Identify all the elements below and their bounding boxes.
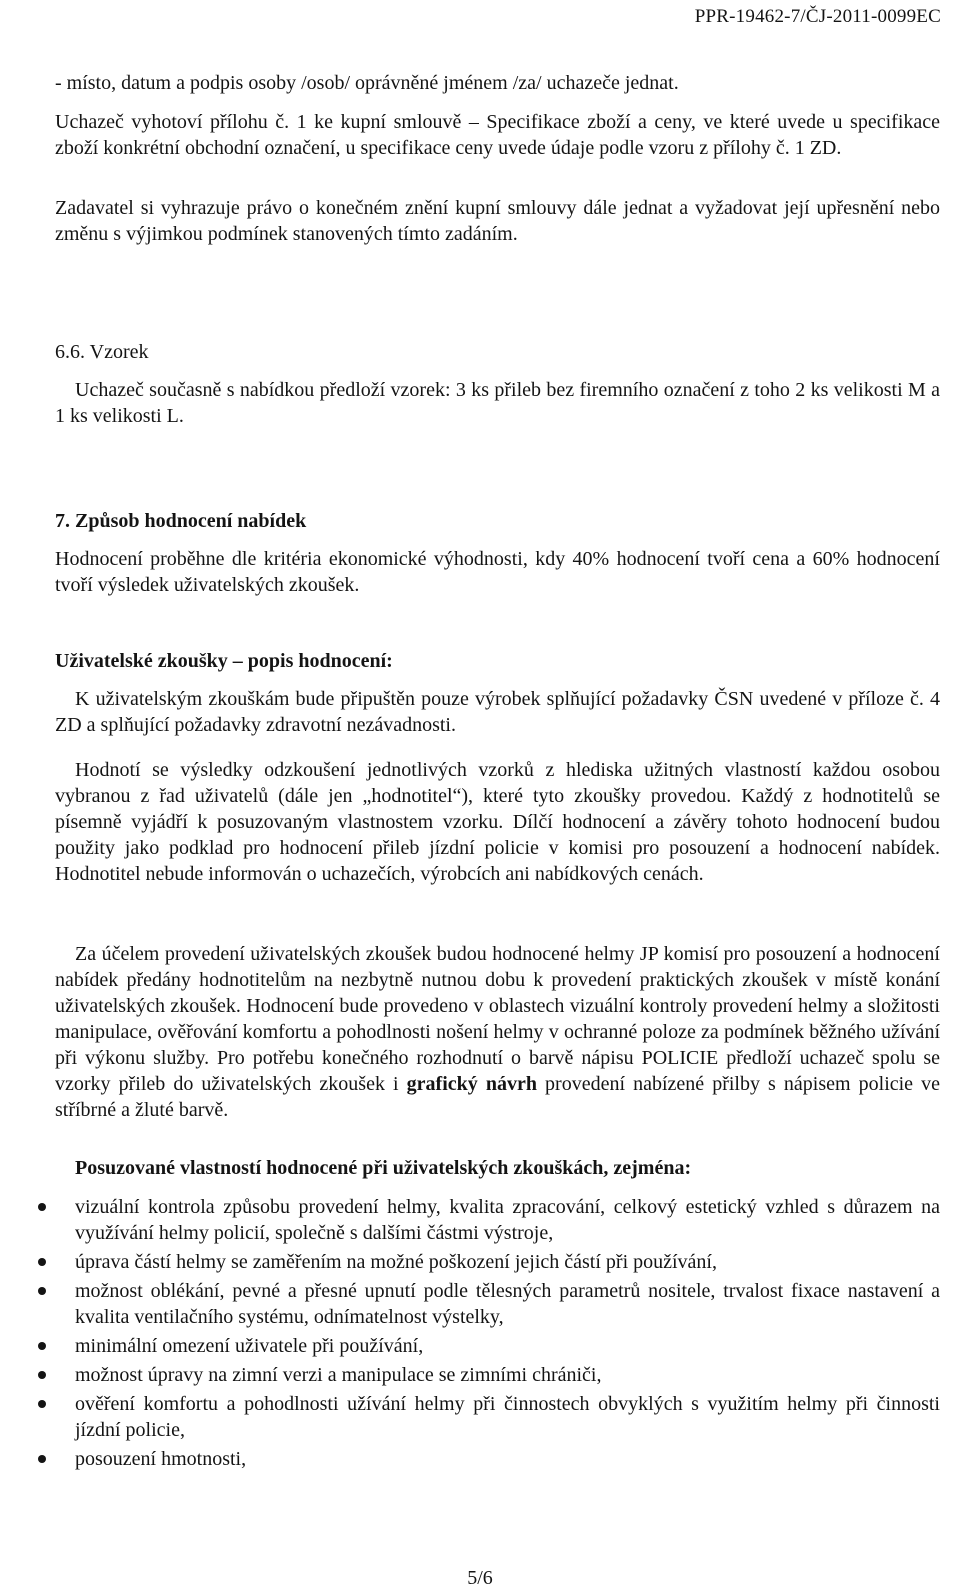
bullet-icon [38, 1371, 46, 1379]
page-number: 5/6 [467, 1567, 493, 1589]
contract-paragraph: Zadavatel si vyhrazuje právo o konečném znění kupní smlouvy dále jednat a vyžadovat její upřesnění nebo změnu s výjimkou podmínek stanovených tímto zadáním. [55, 197, 940, 245]
user-tests-p3-text-b: provedení nabízené přilby s nápisem policie ve stříbrné a žluté barvě. [55, 1073, 941, 1121]
criteria-item [32, 1194, 940, 1246]
document-id: PPR-19462-7/ČJ-2011-0099EC [694, 6, 941, 27]
bullet-icon [38, 1400, 46, 1408]
user-tests-p1: K uživatelským zkouškám bude připuštěn pouze výrobek splňující požadavky ČSN uvedené v příloze č. 4 ZD a splňující požadavky zdravotní nezávadnosti. [55, 688, 940, 736]
user-tests-p3 [55, 941, 940, 1123]
section-6-6-heading: 6.6. Vzorek [55, 341, 149, 363]
section-7-heading: 7. Způsob hodnocení nabídek [55, 510, 307, 532]
criteria-item-text: možnost oblékání, pevné a přesné upnutí podle tělesných parametrů nositele, trvalost fixace nastavení a kvalita ventilačního systému, odnímatelnost výstelky, [75, 1280, 940, 1328]
criteria-item-text: úprava částí helmy se zaměřením na možné poškození jejich částí při používání, [75, 1251, 717, 1273]
bullet-icon [38, 1258, 46, 1266]
criteria-item [32, 1333, 940, 1359]
bullet-icon [38, 1203, 46, 1211]
criteria-item-text: možnost úpravy na zimní verzi a manipulace se zimními chrániči, [75, 1364, 602, 1386]
bullet-icon [38, 1287, 46, 1295]
criteria-item [32, 1362, 940, 1388]
criteria-list [32, 1194, 940, 1475]
graphic-design-emphasis: grafický návrh [406, 1073, 537, 1095]
user-tests-p2: Hodnotí se výsledky odzkoušení jednotlivých vzorků z hlediska užitných vlastností každou osobou vybranou z řad uživatelů (dále jen „hodnotitel“), které tyto zkoušky provedou. Každý z hodnotitelů se písemně vyjádří k posuzovaným vlastnostem vzorku. Dílčí hodnocení a závěry tohoto hodnocení budou použity jako podklad pro hodnocení přileb jízdní policie v komisi pro posouzení a hodnocení nabídek. Hodnotitel nebude informován o uchazečích, výrobcích ani nabídkových cenách. [55, 759, 940, 885]
criteria-item-text: posouzení hmotnosti, [75, 1448, 247, 1470]
criteria-item-text: vizuální kontrola způsobu provedení helmy, kvalita zpracování, celkový estetický vzhled s důrazem na využívání helmy policií, společně s dalšími částmi výstroje, [75, 1196, 940, 1244]
criteria-heading: Posuzované vlastností hodnocené při uživatelských zkouškách, zejména: [75, 1157, 692, 1179]
criteria-item [32, 1391, 940, 1443]
criteria-item [32, 1278, 940, 1330]
criteria-item-text: ověření komfortu a pohodlnosti užívání helmy při činnostech obvyklých s využitím helmy při činnosti jízdní policie, [75, 1393, 940, 1441]
criteria-item [32, 1446, 940, 1472]
bullet-icon [38, 1342, 46, 1350]
user-tests-heading: Uživatelské zkoušky – popis hodnocení: [55, 650, 393, 672]
appendix-paragraph: Uchazeč vyhotoví přílohu č. 1 ke kupní smlouvě – Specifikace zboží a ceny, ve které uvede u specifikace zboží konkrétní obchodní označení, u specifikace ceny uvede údaje podle vzoru z přílohy č. 1 ZD. [55, 111, 940, 159]
section-6-6-text: Uchazeč současně s nabídkou předloží vzorek: 3 ks přileb bez firemního označení z toho 2 ks velikosti M a 1 ks velikosti L. [55, 379, 940, 427]
user-tests-p3-text-a: Za účelem provedení uživatelských zkoušek budou hodnocené helmy JP komisí pro posouzení a hodnocení nabídek předány hodnotitelům na nezbytně nutnou dobu k provedení praktických zkoušek v místě konání uživatelských zkoušek. Hodnocení bude provedeno v oblastech vizuální kontroly provedení helmy a složitosti manipulace, ověřování komfortu a pohodlnosti nošení helmy v ochranné poloze za podmínek běžného užívání při výkonu služby. Pro potřebu konečného rozhodnutí o barvě nápisu POLICIE předloží uchazeč spolu se vzorky přileb do uživatelských zkoušek i [55, 943, 940, 1095]
section-7-text: Hodnocení proběhne dle kritéria ekonomické výhodnosti, kdy 40% hodnocení tvoří cena a 60% hodnocení tvoří výsledek uživatelských zkoušek. [55, 548, 940, 596]
signature-line: - místo, datum a podpis osoby /osob/ oprávněné jménem /za/ uchazeče jednat. [55, 72, 679, 94]
bullet-icon [38, 1455, 46, 1463]
criteria-item-text: minimální omezení uživatele při používání, [75, 1335, 424, 1357]
criteria-item [32, 1249, 940, 1275]
